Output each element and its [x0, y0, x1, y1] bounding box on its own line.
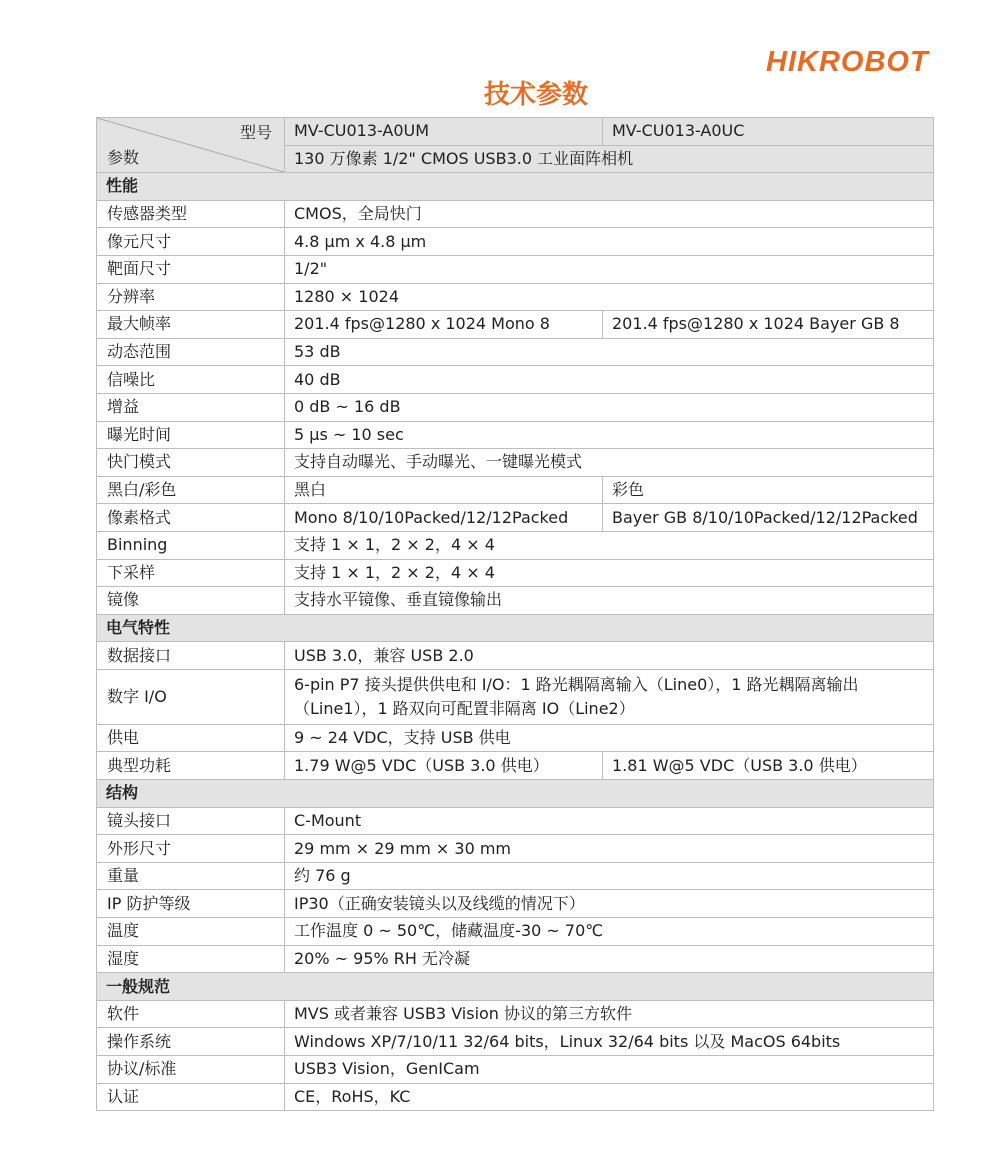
spec-label: 黑白/彩色: [97, 476, 285, 504]
spec-row: [97, 918, 934, 946]
spec-label: 动态范围: [97, 338, 285, 366]
spec-label: 典型功耗: [97, 752, 285, 780]
spec-row: [97, 228, 934, 256]
spec-label: 信噪比: [97, 366, 285, 394]
spec-value: 9 ~ 24 VDC，支持 USB 供电: [285, 724, 934, 752]
corner-param-label: 参数: [107, 148, 140, 168]
header-row-model: [97, 118, 934, 146]
spec-row: [97, 1000, 934, 1028]
spec-table: [96, 117, 934, 1111]
spec-label: IP 防护等级: [97, 890, 285, 918]
section-title: 一般规范: [97, 973, 934, 1001]
spec-value-mono: 黑白: [285, 476, 603, 504]
spec-value: 工作温度 0 ~ 50℃，储藏温度-30 ~ 70℃: [285, 918, 934, 946]
section-title: 结构: [97, 780, 934, 808]
spec-row: [97, 1056, 934, 1084]
model-mono: MV-CU013-A0UM: [285, 118, 603, 146]
spec-label: 快门模式: [97, 449, 285, 477]
spec-label: 增益: [97, 393, 285, 421]
spec-value-mono: 201.4 fps@1280 x 1024 Mono 8: [285, 311, 603, 339]
spec-label: 数字 I/O: [97, 669, 285, 724]
brand-logo: HIKROBOT: [766, 46, 929, 78]
spec-value-color: 彩色: [603, 476, 934, 504]
spec-value: 29 mm × 29 mm × 30 mm: [285, 835, 934, 863]
spec-value: USB 3.0，兼容 USB 2.0: [285, 642, 934, 670]
spec-label: 像元尺寸: [97, 228, 285, 256]
spec-row: [97, 890, 934, 918]
spec-label: 镜头接口: [97, 807, 285, 835]
spec-row: [97, 283, 934, 311]
spec-label: 曝光时间: [97, 421, 285, 449]
spec-value: C-Mount: [285, 807, 934, 835]
spec-row: [97, 421, 934, 449]
spec-value: CMOS，全局快门: [285, 200, 934, 228]
section-header: [97, 614, 934, 642]
spec-label: 重量: [97, 862, 285, 890]
spec-value: 40 dB: [285, 366, 934, 394]
spec-label: 下采样: [97, 559, 285, 587]
spec-value: IP30（正确安装镜头以及线缆的情况下）: [285, 890, 934, 918]
spec-row: [97, 835, 934, 863]
spec-label: 湿度: [97, 945, 285, 973]
spec-value: 1/2": [285, 255, 934, 283]
spec-value: 0 dB ~ 16 dB: [285, 393, 934, 421]
spec-label: 最大帧率: [97, 311, 285, 339]
page-title: 技术参数: [483, 80, 588, 110]
spec-row: [97, 311, 934, 339]
section-header: [97, 973, 934, 1001]
spec-label: 镜像: [97, 587, 285, 615]
spec-label: 像素格式: [97, 504, 285, 532]
spec-row: [97, 807, 934, 835]
section-header: [97, 780, 934, 808]
spec-value: Windows XP/7/10/11 32/64 bits，Linux 32/64 bits 以及 MacOS 64bits: [285, 1028, 934, 1056]
section-title: 性能: [97, 173, 934, 201]
spec-row: [97, 724, 934, 752]
spec-value-color: 201.4 fps@1280 x 1024 Bayer GB 8: [603, 311, 934, 339]
spec-row: [97, 255, 934, 283]
spec-label: 数据接口: [97, 642, 285, 670]
spec-value: 支持 1 × 1，2 × 2，4 × 4: [285, 559, 934, 587]
spec-row: [97, 338, 934, 366]
spec-row: [97, 200, 934, 228]
spec-label: 供电: [97, 724, 285, 752]
spec-label: 协议/标准: [97, 1056, 285, 1084]
spec-value-color: 1.81 W@5 VDC（USB 3.0 供电）: [603, 752, 934, 780]
spec-row: [97, 862, 934, 890]
spec-value-mono: 1.79 W@5 VDC（USB 3.0 供电）: [285, 752, 603, 780]
spec-row: [97, 642, 934, 670]
spec-row: [97, 752, 934, 780]
spec-row: [97, 945, 934, 973]
spec-value: 20% ~ 95% RH 无冷凝: [285, 945, 934, 973]
product-description: 130 万像素 1/2" CMOS USB3.0 工业面阵相机: [285, 145, 934, 173]
spec-label: 靶面尺寸: [97, 255, 285, 283]
spec-label: 温度: [97, 918, 285, 946]
spec-row: [97, 449, 934, 477]
section-header: [97, 173, 934, 201]
spec-row: [97, 587, 934, 615]
spec-label: 操作系统: [97, 1028, 285, 1056]
spec-row: [97, 559, 934, 587]
spec-row: [97, 366, 934, 394]
spec-value: 53 dB: [285, 338, 934, 366]
spec-label: 认证: [97, 1083, 285, 1111]
spec-row: [97, 1028, 934, 1056]
spec-label: 传感器类型: [97, 200, 285, 228]
spec-value-color: Bayer GB 8/10/10Packed/12/12Packed: [603, 504, 934, 532]
spec-row: [97, 531, 934, 559]
spec-value: 约 76 g: [285, 862, 934, 890]
spec-label: Binning: [97, 531, 285, 559]
corner-model-label: 型号: [239, 123, 272, 142]
spec-value: 5 μs ~ 10 sec: [285, 421, 934, 449]
spec-value: USB3 Vision，GenICam: [285, 1056, 934, 1084]
spec-row: [97, 393, 934, 421]
spec-row: [97, 669, 934, 724]
spec-row: [97, 476, 934, 504]
model-color: MV-CU013-A0UC: [603, 118, 934, 146]
section-title: 电气特性: [97, 614, 934, 642]
spec-value: CE，RoHS，KC: [285, 1083, 934, 1111]
spec-value: 支持 1 × 1，2 × 2，4 × 4: [285, 531, 934, 559]
spec-label: 分辨率: [97, 283, 285, 311]
spec-row: [97, 1083, 934, 1111]
spec-value: 6-pin P7 接头提供供电和 I/O：1 路光耦隔离输入（Line0），1 路光耦隔离输出（Line1），1 路双向可配置非隔离 IO（Line2）: [285, 669, 934, 724]
spec-value: 1280 × 1024: [285, 283, 934, 311]
spec-value: MVS 或者兼容 USB3 Vision 协议的第三方软件: [285, 1000, 934, 1028]
spec-label: 软件: [97, 1000, 285, 1028]
spec-label: 外形尺寸: [97, 835, 285, 863]
spec-value-mono: Mono 8/10/10Packed/12/12Packed: [285, 504, 603, 532]
spec-row: [97, 504, 934, 532]
corner-cell: [97, 118, 285, 173]
spec-value: 支持自动曝光、手动曝光、一键曝光模式: [285, 449, 934, 477]
spec-value: 支持水平镜像、垂直镜像输出: [285, 587, 934, 615]
spec-value: 4.8 μm x 4.8 μm: [285, 228, 934, 256]
